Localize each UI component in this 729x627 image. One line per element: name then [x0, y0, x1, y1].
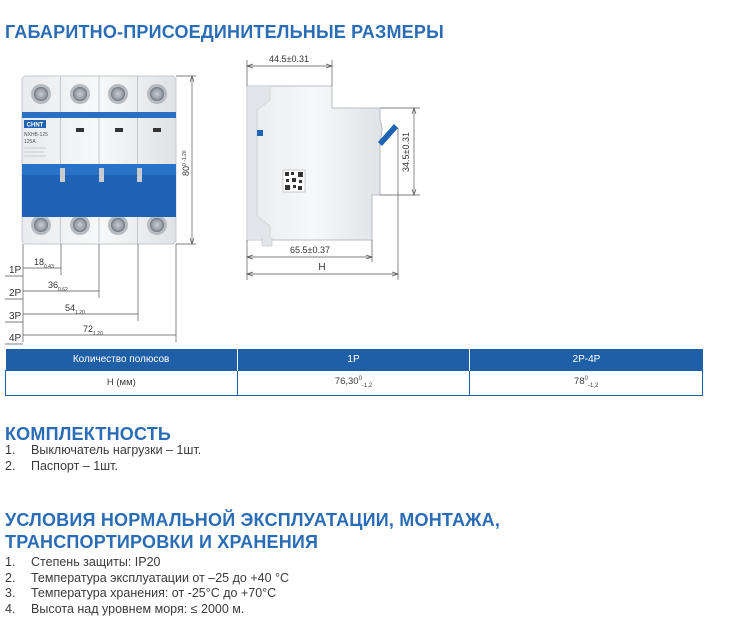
table-header-poles: Количество полюсов — [6, 349, 238, 370]
section-title-kit: КОМПЛЕКТНОСТЬ — [5, 424, 172, 444]
list-item: 4. Высота над уровнем моря: ≤ 2000 м. — [5, 601, 245, 616]
side-right-dim: 34.5±0.31 — [401, 132, 411, 172]
list-item: 1. Степень защиты: IP20 — [5, 555, 161, 569]
front-view-breaker — [22, 76, 176, 244]
pole-label-4p: 4P — [9, 333, 22, 344]
table-cell-1p: $76,30^0_{-1,2}$ — [237, 370, 470, 395]
side-h-label: H — [318, 262, 326, 273]
handle-bar — [22, 164, 176, 217]
list-item: 2. Температура эксплуатации от –25 до +40 °С — [5, 570, 290, 585]
svg-text:NXHB-125: NXHB-125 — [24, 132, 48, 138]
front-height-label: $80^{0 -1.20}$ — [181, 150, 191, 176]
table-row — [6, 370, 703, 395]
table-header-2p4p: 2P-4P — [470, 349, 703, 370]
section-title-dimensions: ГАБАРИТНО-ПРИСОЕДИНИТЕЛЬНЫЕ РАЗМЕРЫ — [5, 22, 444, 42]
list-item: 1. Выключатель нагрузки – 1шт. — [5, 443, 202, 457]
side-view-breaker — [247, 86, 398, 246]
pole-label-1p: 1P — [9, 265, 22, 276]
kit-list — [5, 443, 201, 474]
section-title-conditions: УСЛОВИЯ НОРМАЛЬНОЙ ЭКСПЛУАТАЦИИ, МОНТАЖА, ТРАНСПОРТИРОВКИ И ХРАНЕНИЯ — [5, 510, 501, 552]
poles-table — [5, 349, 703, 396]
side-top-dim: 44.5±0.31 — [269, 54, 309, 64]
dimension-drawing — [0, 50, 729, 350]
pole-label-3p: 3P — [9, 311, 22, 322]
svg-text:CHNT: CHNT — [26, 122, 44, 129]
table-cell-label: Н (мм) — [6, 370, 238, 395]
pole-label-2p: 2P — [9, 288, 22, 299]
conditions-list — [5, 555, 289, 617]
width-dim-3p: $54_{1.20}$ — [65, 303, 85, 316]
table-cell-2p4p: $78^0_{-1,2}$ — [470, 370, 703, 395]
table-header-1p: 1P — [237, 349, 470, 370]
width-dim-1p: $18_{0.43}$ — [34, 257, 54, 270]
list-item: 2. Паспорт – 1шт. — [5, 458, 118, 473]
width-dim-4p: $72_{1.20}$ — [83, 324, 103, 337]
width-dim-2p: $36_{0.62}$ — [48, 280, 68, 293]
svg-text:125A: 125A — [24, 139, 36, 145]
side-bottom-dim: 65.5±0.37 — [290, 245, 330, 255]
list-item: 3. Температура хранения: от -25°С до +70°С — [5, 586, 277, 600]
